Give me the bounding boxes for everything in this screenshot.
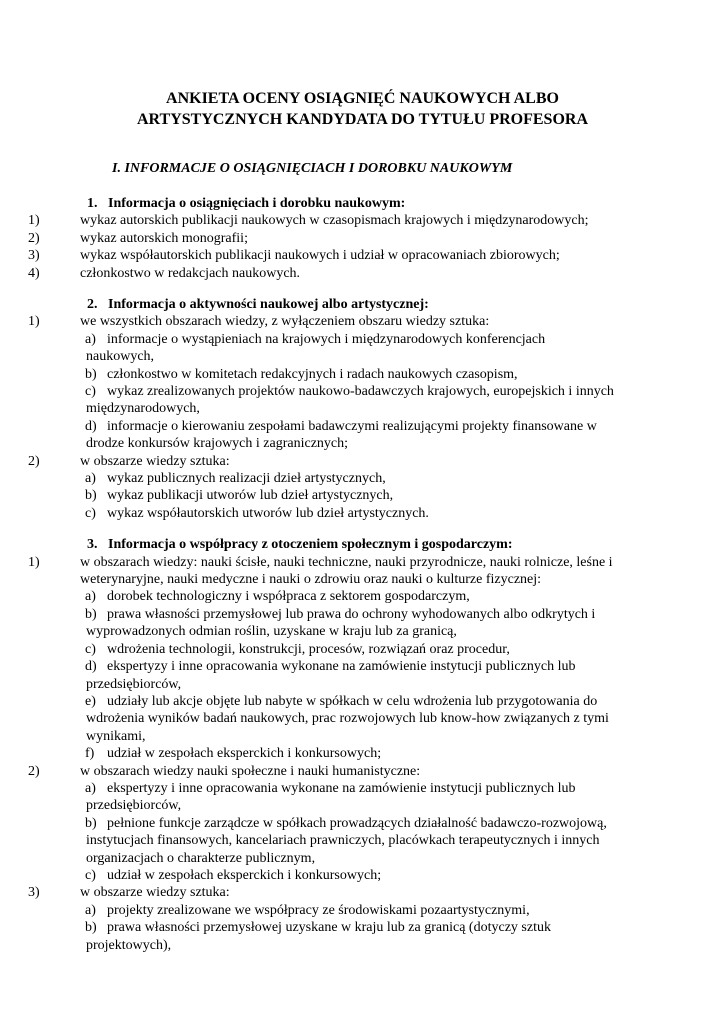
sub-item [0, 919, 642, 954]
sub-text-cont: międzynarodowych, [86, 401, 200, 417]
list-number: 2) [28, 230, 40, 246]
sub-text-cont: organizacjach o charakterze publicznym, [86, 850, 316, 866]
sub-text: prawa własności przemysłowej uzyskane w kraju lub za granicą (dotyczy sztuk [107, 920, 551, 936]
sub-letter: e) [85, 693, 96, 709]
sub-text-cont: projektowych), [86, 937, 172, 953]
subsection-number: 3. [87, 537, 98, 553]
sub-item [0, 505, 642, 522]
list-text: w obszarze wiedzy sztuka: [80, 453, 230, 469]
sub-item [0, 588, 642, 605]
sub-item [0, 487, 642, 504]
sub-item [0, 780, 642, 815]
sub-letter: c) [85, 641, 96, 657]
list-text: w obszarach wiedzy: nauki ścisłe, nauki techniczne, nauki przyrodnicze, nauki rolnicze, leśne i [80, 554, 613, 570]
list-number: 2) [28, 453, 40, 469]
sub-letter: d) [85, 418, 97, 434]
subsection-3-heading [0, 536, 725, 553]
list-item [0, 230, 640, 247]
sub-text-cont: przedsiębiorców, [86, 676, 182, 692]
sub-text-cont: wdrożenia wyników badań naukowych, prac rozwojowych lub know-how związanych z tymi [86, 711, 609, 727]
sub-text: wykaz zrealizowanych projektów naukowo-badawczych krajowych, europejskich i innych [107, 384, 614, 400]
sub-text: pełnione funkcje zarządcze w spółkach prowadzących działalność badawczo-rozwojową, [107, 815, 607, 831]
list-text: członkostwo w redakcjach naukowych. [80, 265, 301, 281]
sub-item [0, 902, 642, 919]
sub-item [0, 606, 642, 641]
sub-letter: b) [85, 606, 97, 622]
sub-item [0, 658, 642, 693]
sub-item [0, 470, 642, 487]
sub-text: informacje o kierowaniu zespołami badawczymi realizującymi projekty finansowane w [107, 418, 597, 434]
sub-letter: c) [85, 505, 96, 521]
list-text: w obszarze wiedzy sztuka: [80, 885, 230, 901]
sub-text-cont: przedsiębiorców, [86, 798, 182, 814]
list-item [0, 247, 640, 264]
list-number: 1) [28, 554, 40, 570]
sub-text: projekty zrealizowane we współpracy ze środowiskami pozaartystycznymi, [107, 902, 530, 918]
sub-item [0, 383, 642, 418]
list-item [0, 554, 640, 589]
sub-letter: d) [85, 659, 97, 675]
sub-text: wykaz publicznych realizacji dzieł artystycznych, [107, 471, 386, 487]
sub-item [0, 641, 642, 658]
sub-text: udział w zespołach eksperckich i konkursowych; [107, 867, 382, 883]
sub-letter: b) [85, 920, 97, 936]
sub-item [0, 867, 642, 884]
list-number: 1) [28, 213, 40, 229]
sub-item [0, 366, 642, 383]
sub-letter: b) [85, 488, 97, 504]
sub-item [0, 418, 642, 453]
sub-text: informacje o wystąpieniach na krajowych i międzynarodowych konferencjach [107, 331, 546, 347]
list-number: 3) [28, 248, 40, 264]
document-title [0, 88, 725, 130]
sub-item [0, 815, 642, 867]
sub-text: udziały lub akcje objęte lub nabyte w spółkach w celu wdrożenia lub przygotowania do [107, 693, 598, 709]
sub-item [0, 331, 642, 366]
subsection-title: Informacja o osiągnięciach i dorobku naukowym: [108, 196, 406, 211]
sub-item [0, 693, 642, 745]
sub-text: udział w zespołach eksperckich i konkursowych; [107, 746, 382, 762]
subsection-number: 2. [87, 297, 98, 313]
list-text: wykaz autorskich publikacji naukowych w czasopismach krajowych i międzynarodowych; [80, 213, 589, 229]
list-item [0, 265, 640, 282]
sub-letter: c) [85, 384, 96, 400]
subsection-1-heading [0, 195, 725, 212]
sub-text-cont: drodze konkursów krajowych i zagranicznych; [86, 436, 349, 452]
list-text: we wszystkich obszarach wiedzy, z wyłączeniem obszaru wiedzy sztuka: [80, 314, 490, 330]
sub-text-cont: wynikami, [86, 728, 146, 744]
title-line-1: ANKIETA OCENY OSIĄGNIĘĆ NAUKOWYCH ALBO [166, 90, 559, 107]
sub-text: ekspertyzy i inne opracowania wykonane na zamówienie instytucji publicznych lub [107, 659, 576, 675]
list-item [0, 884, 640, 901]
sub-letter: c) [85, 867, 96, 883]
list-text: wykaz autorskich monografii; [80, 230, 248, 246]
sub-text: prawa własności przemysłowej lub prawa do ochrony wyhodowanych albo odkrytych i [107, 606, 596, 622]
sub-text: członkostwo w komitetach redakcyjnych i radach naukowych czasopism, [107, 366, 518, 382]
subsection-title: Informacja o aktywności naukowej albo artystycznej: [108, 297, 429, 313]
list-text: wykaz współautorskich publikacji naukowych i udział w opracowaniach zbiorowych; [80, 248, 560, 264]
sub-letter: a) [85, 589, 96, 605]
sub-text: dorobek technologiczny i współpraca z sektorem gospodarczym, [107, 589, 470, 605]
sub-text: ekspertyzy i inne opracowania wykonane na zamówienie instytucji publicznych lub [107, 780, 576, 796]
list-number: 1) [28, 314, 40, 330]
sub-letter: b) [85, 366, 97, 382]
sub-letter: b) [85, 815, 97, 831]
sub-letter: a) [85, 331, 96, 347]
document-body [0, 195, 725, 954]
list-item [0, 313, 640, 330]
sub-text: wdrożenia technologii, konstrukcji, procesów, rozwiązań oraz procedur, [107, 641, 510, 657]
sub-letter: a) [85, 471, 96, 487]
list-item [0, 763, 640, 780]
sub-text-cont: naukowych, [86, 349, 155, 365]
list-item [0, 453, 640, 470]
sub-item [0, 745, 642, 762]
list-item [0, 212, 640, 229]
subsection-title: Informacja o współpracy z otoczeniem społecznym i gospodarczym: [108, 537, 513, 553]
section-heading: I. INFORMACJE O OSIĄGNIĘCIACH I DOROBKU NAUKOWYM [112, 161, 513, 176]
sub-letter: f) [85, 746, 95, 762]
sub-text: wykaz współautorskich utworów lub dzieł artystycznych. [107, 505, 429, 521]
subsection-number: 1. [87, 196, 98, 211]
list-text-cont: weterynaryjne, nauki medyczne i nauki o zdrowiu oraz nauki o kulturze fizycznej: [80, 572, 542, 588]
list-number: 4) [28, 265, 40, 281]
list-number: 3) [28, 885, 40, 901]
list-number: 2) [28, 763, 40, 779]
list-text: w obszarach wiedzy nauki społeczne i nauki humanistyczne: [80, 763, 421, 779]
title-line-2: ARTYSTYCZNYCH KANDYDATA DO TYTUŁU PROFESORA [136, 111, 589, 128]
sub-text: wykaz publikacji utworów lub dzieł artystycznych, [107, 488, 394, 504]
sub-letter: a) [85, 902, 96, 918]
sub-letter: a) [85, 780, 96, 796]
sub-text-cont: instytucjach finansowych, kancelariach prawniczych, placówkach terapeutycznych i innych [86, 833, 600, 849]
sub-text-cont: wyprowadzonych odmian roślin, uzyskane w kraju lub za granicą, [86, 624, 457, 640]
subsection-2-heading [0, 296, 725, 313]
